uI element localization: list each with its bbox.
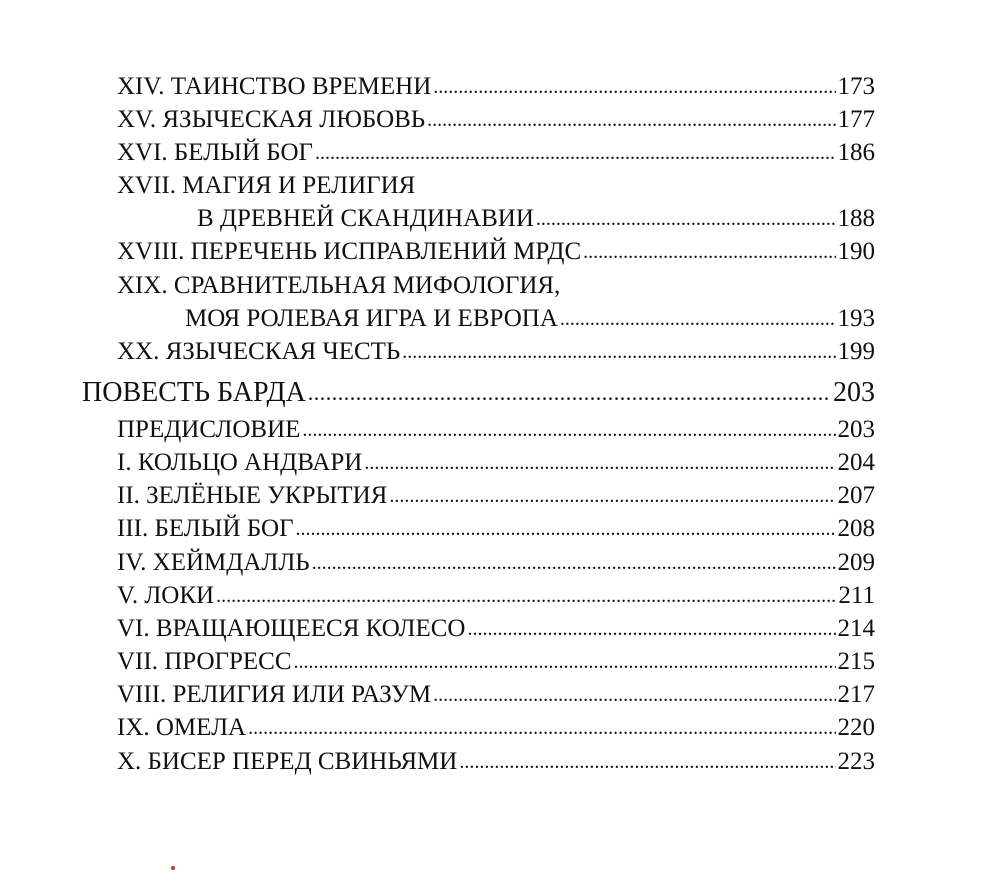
- leader-dots: [248, 712, 835, 743]
- toc-entry-xviii: [117, 237, 875, 268]
- toc-entry-page: 223: [837, 748, 875, 775]
- toc-entry-page: 208: [837, 515, 875, 542]
- toc-entry-page: 215: [837, 648, 875, 675]
- toc-entry-title: VIII. РЕЛИГИЯ ИЛИ РАЗУМ: [117, 681, 432, 708]
- toc-entry-vii: [117, 647, 875, 678]
- leader-dots: [312, 547, 836, 578]
- toc-entry-page: 209: [837, 549, 875, 576]
- toc-entry-title: XX. ЯЗЫЧЕСКАЯ ЧЕСТЬ: [117, 338, 401, 365]
- toc-entry-vi: [117, 614, 875, 645]
- red-dot-mark: [171, 866, 175, 870]
- toc-entry-x: [117, 747, 875, 778]
- toc-entry-viii: [117, 680, 875, 711]
- toc-entry-page: 220: [837, 714, 875, 741]
- toc-entry-title: ПРЕДИСЛОВИЕ: [117, 416, 301, 443]
- toc-entry-xiv: [117, 72, 875, 103]
- leader-dots: [302, 414, 835, 445]
- toc-entry-title: I. КОЛЬЦО АНДВАРИ: [117, 449, 363, 476]
- toc-section-title: ПОВЕСТЬ БАРДА: [82, 377, 306, 408]
- toc-entry-xvii-line1: XVII. МАГИЯ И РЕЛИГИЯ: [117, 172, 416, 199]
- toc-entry-page: 211: [838, 582, 875, 609]
- toc-entry-title: VII. ПРОГРЕСС: [117, 648, 292, 675]
- toc-entry-page: 173: [837, 73, 875, 100]
- toc-entry-title: III. БЕЛЫЙ БОГ: [117, 515, 294, 542]
- toc-entry-xvii: [197, 204, 875, 235]
- leader-dots: [560, 303, 836, 334]
- leader-dots: [389, 480, 835, 511]
- toc-entry-title: XV. ЯЗЫЧЕСКАЯ ЛЮБОВЬ: [117, 106, 426, 133]
- toc-entry-page: 217: [837, 681, 875, 708]
- toc-entry-i: [117, 448, 875, 479]
- leader-dots: [216, 580, 836, 611]
- toc-entry-page: 177: [837, 106, 875, 133]
- toc-entry-v: [117, 581, 875, 612]
- leader-dots: [315, 137, 836, 168]
- toc-entry-title: XIV. ТАИНСТВО ВРЕМЕНИ: [117, 73, 432, 100]
- toc-entry-title: В ДРЕВНЕЙ СКАНДИНАВИИ: [197, 205, 534, 232]
- toc-entry-page: 207: [837, 482, 875, 509]
- leader-dots: [467, 613, 835, 644]
- toc-entry-title: X. БИСЕР ПЕРЕД СВИНЬЯМИ: [117, 748, 458, 775]
- toc-entry-page: 190: [837, 238, 875, 265]
- toc-entry-page: 204: [837, 449, 875, 476]
- toc-section-page: 203: [833, 377, 875, 408]
- toc-entry-ii: [117, 481, 875, 512]
- toc-entry-title: IV. ХЕЙМДАЛЛЬ: [117, 549, 310, 576]
- toc-entry-title: VI. ВРАЩАЮЩЕЕСЯ КОЛЕСО: [117, 615, 466, 642]
- leader-dots: [308, 375, 831, 410]
- leader-dots: [427, 104, 835, 135]
- toc-entry-xix-line1: XIX. СРАВНИТЕЛЬНАЯ МИФОЛОГИЯ,: [117, 272, 561, 299]
- toc-entry-page: 186: [837, 139, 875, 166]
- leader-dots: [583, 236, 835, 267]
- toc-entry-title: XVIII. ПЕРЕЧЕНЬ ИСПРАВЛЕНИЙ МРДС: [117, 238, 582, 265]
- toc-entry-page: 203: [837, 416, 875, 443]
- toc-section-bard: [82, 376, 875, 411]
- leader-dots: [536, 203, 836, 234]
- toc-entry-title: МОЯ РОЛЕВАЯ ИГРА И ЕВРОПА: [185, 305, 558, 332]
- toc-entry-title: XVI. БЕЛЫЙ БОГ: [117, 139, 313, 166]
- toc-entry-page: 214: [837, 615, 875, 642]
- toc-entry-title: IX. ОМЕЛА: [117, 714, 247, 741]
- toc-entry-xvi: [117, 138, 875, 169]
- toc-entry-xv: [117, 105, 875, 136]
- leader-dots: [364, 447, 835, 478]
- toc-entry-iv: [117, 548, 875, 579]
- toc-entry-ix: [117, 713, 875, 744]
- toc-entry-title: II. ЗЕЛЁНЫЕ УКРЫТИЯ: [117, 482, 388, 509]
- toc-entry-iii: [117, 514, 875, 545]
- leader-dots: [433, 71, 835, 102]
- toc-entry-page: 199: [837, 338, 875, 365]
- toc-entry-xix: [185, 304, 875, 335]
- toc-entry-xx: [117, 337, 875, 368]
- leader-dots: [402, 336, 835, 367]
- leader-dots: [296, 513, 836, 544]
- leader-dots: [459, 746, 835, 777]
- leader-dots: [294, 646, 836, 677]
- leader-dots: [433, 679, 835, 710]
- toc-entry-page: 188: [837, 205, 875, 232]
- toc-entry-page: 193: [837, 305, 875, 332]
- toc-entry-title: V. ЛОКИ: [117, 582, 215, 609]
- toc-entry-preface: [117, 415, 875, 446]
